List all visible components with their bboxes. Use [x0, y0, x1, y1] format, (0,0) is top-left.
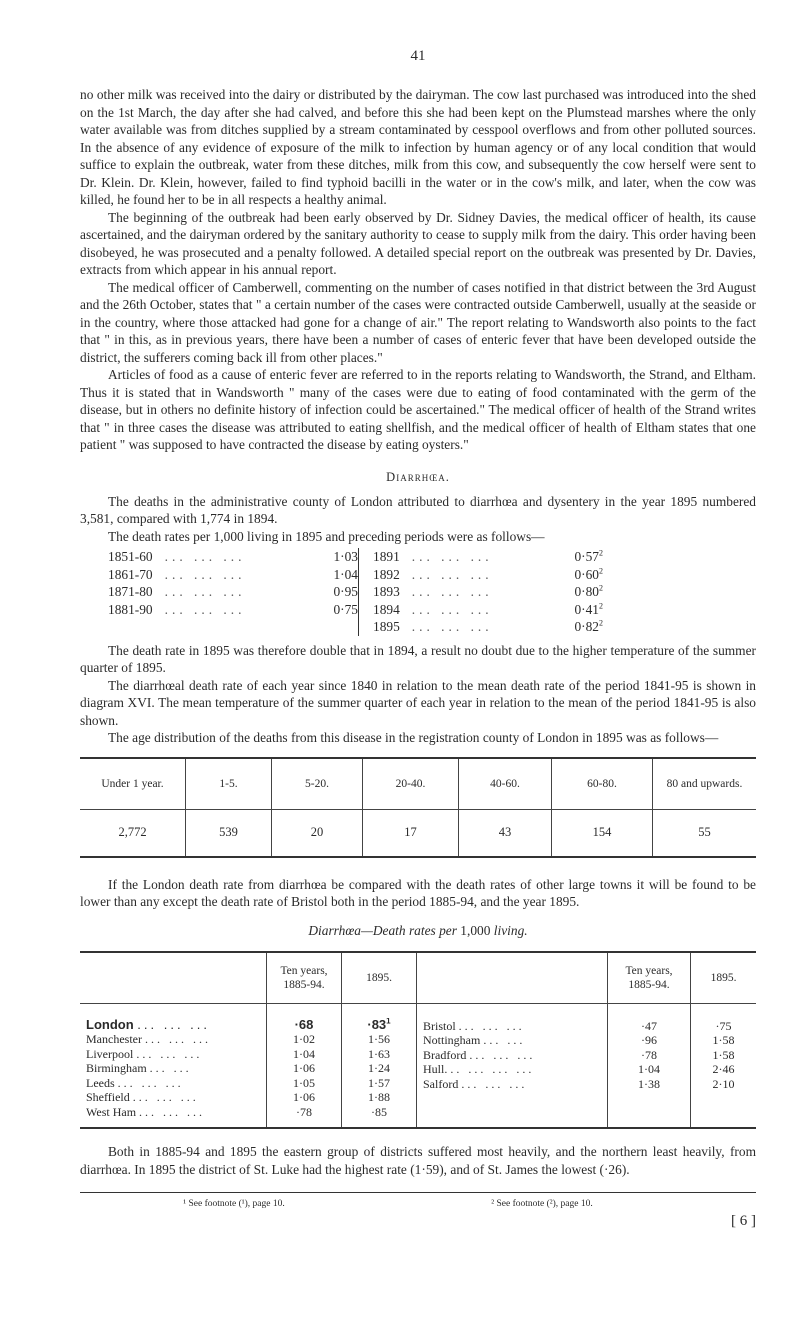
- table-cell: 1·04: [638, 1062, 660, 1076]
- table-header-cell: Ten years, 1885-94.: [267, 952, 342, 1004]
- table-cell: 1·88: [368, 1090, 390, 1104]
- town-name: Nottingham ... ...: [423, 1033, 526, 1047]
- left-ten-year-column: [267, 1003, 342, 1128]
- table-cell: 154: [552, 809, 653, 857]
- period-rates: [108, 548, 358, 636]
- table-cell: 1·57: [368, 1075, 390, 1090]
- table-cell: 1·06: [293, 1090, 315, 1104]
- town-name: West Ham ... ... ...: [86, 1104, 206, 1119]
- table-cell: 1·06: [293, 1061, 315, 1075]
- death-rates-table: [80, 951, 756, 1130]
- right-towns-column: [417, 1003, 608, 1128]
- table-cell: 2·46: [712, 1062, 735, 1076]
- rate-row: 1893 ... ... ... $0\cdot 80^2$: [373, 583, 603, 599]
- table-cell: ·78: [296, 1104, 312, 1119]
- table-header-row: [80, 952, 756, 1004]
- town-name: Bristol ... ... ...: [423, 1018, 525, 1033]
- table-cell: ·78: [641, 1047, 657, 1062]
- table-header-cell: 1-5.: [186, 758, 272, 810]
- table-cell: 1·56: [368, 1032, 390, 1046]
- town-name: Manchester ... ... ...: [86, 1032, 211, 1046]
- town-name: Leeds ... ... ...: [86, 1075, 184, 1090]
- paragraph-diagram-ref: The diarrhœal death rate of each year since 1840 in relation to the mean death rate of the period 1841-95 is shown in diagram XVI. The mean temperature of the summer quarter of each year in relation to the mean of the period 1841-95 is also shown.: [80, 677, 756, 728]
- table-header-cell: 20-40.: [363, 758, 459, 810]
- town-name: Hull... ... ... ...: [423, 1062, 535, 1076]
- table-cell: 1·38: [638, 1076, 660, 1091]
- table-header-cell: 1895.: [691, 952, 757, 1004]
- paragraph-food-cause: Articles of food as a cause of enteric fever are referred to in the reports relating to Wandsworth, the Strand, and Eltham. Thus it is stated that in Wandsworth " many of the cases were due to eating of food contaminated with the germ of the disease, but in others no definite history of infection could be ascertained." The medical officer of health of the Strand writes that " in three cases the disease was attributed to eating shellfish, and the medical officer of health of Eltham states that one patient " was supposed to have contracted the disease by eating oysters.": [80, 367, 756, 452]
- town-name: Birmingham ... ...: [86, 1061, 192, 1075]
- table-cell: 2·10: [712, 1076, 735, 1091]
- table-header-cell: 5-20.: [272, 758, 363, 810]
- table-cell: 1·63: [368, 1046, 390, 1061]
- paragraph-districts: Both in 1885-94 and 1895 the eastern group of districts suffered most heavily, and the northern least heavily, from diarrhœa. In 1895 the district of St. Luke had the highest rate (1·59), and of St. James the lowest (·26).: [80, 1144, 756, 1177]
- table-header-cell: [417, 952, 608, 1004]
- table-header-cell: Under 1 year.: [80, 758, 186, 810]
- table-cell: 17: [363, 809, 459, 857]
- footnote-area: [80, 1199, 756, 1229]
- paragraph-milk-infection: no other milk was received into the dairy or distributed by the dairyman. The cow last purchased was introduced into the shed on the 1st March, the day after she had calved, and before this she had been kept on the Plumstead marshes where the only water available was from ditches supplied by a stream contaminated by cesspool overflows and from other polluted sources. In the absence of any evidence of exposure of the milk to infection by human agency or of any local condition that would suffice to explain the outbreak, water from these ditches, milk from this cow, and subsequently the cow herself were sent to Dr. Klein. Dr. Klein, however, failed to find typhoid bacilli in the water or in the cow's milk, and later, when the cow was killed, he found her to be in all respects a healthy animal.: [80, 87, 756, 207]
- rate-row: 1892 ... ... ... $0\cdot 60^2$: [373, 566, 603, 582]
- death-rates-list: [108, 548, 756, 636]
- rate-row: 1895 ... ... ... $0\cdot 82^2$: [373, 618, 603, 634]
- table-caption: Diarrhœa—Death rates per 1,000 living.: [308, 922, 528, 938]
- town-name: Sheffield ... ... ...: [86, 1090, 199, 1104]
- table-cell: ·85: [371, 1104, 387, 1119]
- table-cell: 1·58: [712, 1033, 735, 1047]
- table-header-row: [80, 758, 756, 810]
- table-header-cell: 40-60.: [459, 758, 552, 810]
- year-rates: [358, 548, 603, 636]
- document-page: [80, 0, 756, 1229]
- footnote-1: ¹ See footnote (¹), page 10.: [183, 1199, 285, 1209]
- paragraph-age-intro: The age distribution of the deaths from this disease in the registration county of London in 1895 was as follows—: [108, 730, 719, 745]
- page-reference: [ 6 ]: [731, 1213, 756, 1229]
- table-cell: 539: [186, 809, 272, 857]
- rate-row: 1871-80 ... ... ... 0·95: [108, 584, 358, 599]
- rate-row: 1861-70 ... ... ... 1·04: [108, 566, 358, 582]
- town-name: Bradford ... ... ...: [423, 1047, 536, 1062]
- table-cell: 43: [459, 809, 552, 857]
- paragraph-deaths-1895: The deaths in the administrative county of London attributed to diarrhœa and dysentery in the year 1895 numbered 3,581, compared with 1,774 in 1894.: [80, 493, 756, 526]
- paragraph-death-rates-intro: The death rates per 1,000 living in 1895 and preceding periods were as follows—: [108, 528, 545, 544]
- paragraph-camberwell: The medical officer of Camberwell, commenting on the number of cases notified in that district between the 3rd August and the 26th October, states that " a certain number of the cases were contracted outside Camberwell, usually at the seaside or in the country, where those attacked had gone for a change of air." The report relating to Wandsworth also points to the fact that " in this, as in previous years, there have been a number of cases of enteric fever that have been developed outside the district, the sufferers coming back ill from other places.": [80, 279, 756, 365]
- table-cell: 1·24: [368, 1061, 390, 1075]
- left-1895-column: [342, 1003, 417, 1128]
- table-cell: 2,772: [80, 809, 186, 857]
- right-ten-year-column: [608, 1003, 691, 1128]
- paragraph-double-rate: The death rate in 1895 was therefore double that in 1894, a result no doubt due to the higher temperature of the summer quarter of 1895.: [80, 642, 756, 675]
- footnote-2: ² See footnote (²), page 10.: [491, 1199, 593, 1209]
- footnotes: [80, 1199, 756, 1209]
- table-row: [80, 809, 756, 857]
- table-header-cell: [80, 952, 267, 1004]
- right-1895-column: [691, 1003, 757, 1128]
- table-header-cell: 80 and upwards.: [653, 758, 757, 810]
- table-cell: ·96: [641, 1033, 657, 1047]
- table-cell: ·47: [641, 1018, 657, 1033]
- rate-row: 1894 ... ... ... $0\cdot 41^2$: [373, 601, 603, 617]
- section-title: Diarrhœa.: [386, 469, 450, 484]
- rate-row: 1891 ... ... ... $0\cdot 57^2$: [373, 548, 603, 564]
- table-cell: 55: [698, 825, 711, 839]
- rate-row: 1881-90 ... ... ... 0·75: [108, 601, 358, 617]
- table-header-cell: 60-80.: [552, 758, 653, 810]
- table-cell: $\cdot 83^1$: [367, 1017, 391, 1032]
- table-body-row: [80, 1003, 756, 1128]
- page-number: 41: [410, 48, 426, 64]
- age-distribution-table: [80, 757, 756, 858]
- table-cell: ·75: [715, 1018, 732, 1033]
- table-cell: 1·05: [293, 1075, 315, 1090]
- table-cell: ·68: [294, 1017, 314, 1032]
- rate-row: 1851-60 ... ... ... 1·03: [108, 549, 358, 564]
- town-name: Salford ... ... ...: [423, 1076, 528, 1091]
- town-name: Liverpool ... ... ...: [86, 1046, 203, 1061]
- left-towns-column: [80, 1003, 267, 1128]
- footnote-divider: [80, 1192, 756, 1193]
- table-cell: 1·02: [293, 1032, 315, 1046]
- paragraph-comparison: If the London death rate from diarrhœa be compared with the death rates of other large towns it will be found to be lower than any except the death rate of Bristol both in the period 1885-94, and the year 1895.: [80, 876, 756, 909]
- table-cell: 20: [272, 809, 363, 857]
- table-cell: 1·04: [293, 1046, 315, 1061]
- town-name: London ... ... ...: [86, 1017, 211, 1032]
- table-header-cell: Ten years, 1885-94.: [608, 952, 691, 1004]
- table-cell: 1·58: [712, 1047, 735, 1062]
- paragraph-outbreak-beginning: The beginning of the outbreak had been early observed by Dr. Sidney Davies, the medical officer of health, its cause ascertained, and the dairyman ordered by the sanitary authority to cease to supply milk from the dairy. This order having been disobeyed, he was prosecuted and a penalty followed. A detailed special report on the outbreak was presented by Dr. Davies, extracts from which appear in his annual report.: [80, 209, 756, 277]
- table-header-cell: 1895.: [342, 952, 417, 1004]
